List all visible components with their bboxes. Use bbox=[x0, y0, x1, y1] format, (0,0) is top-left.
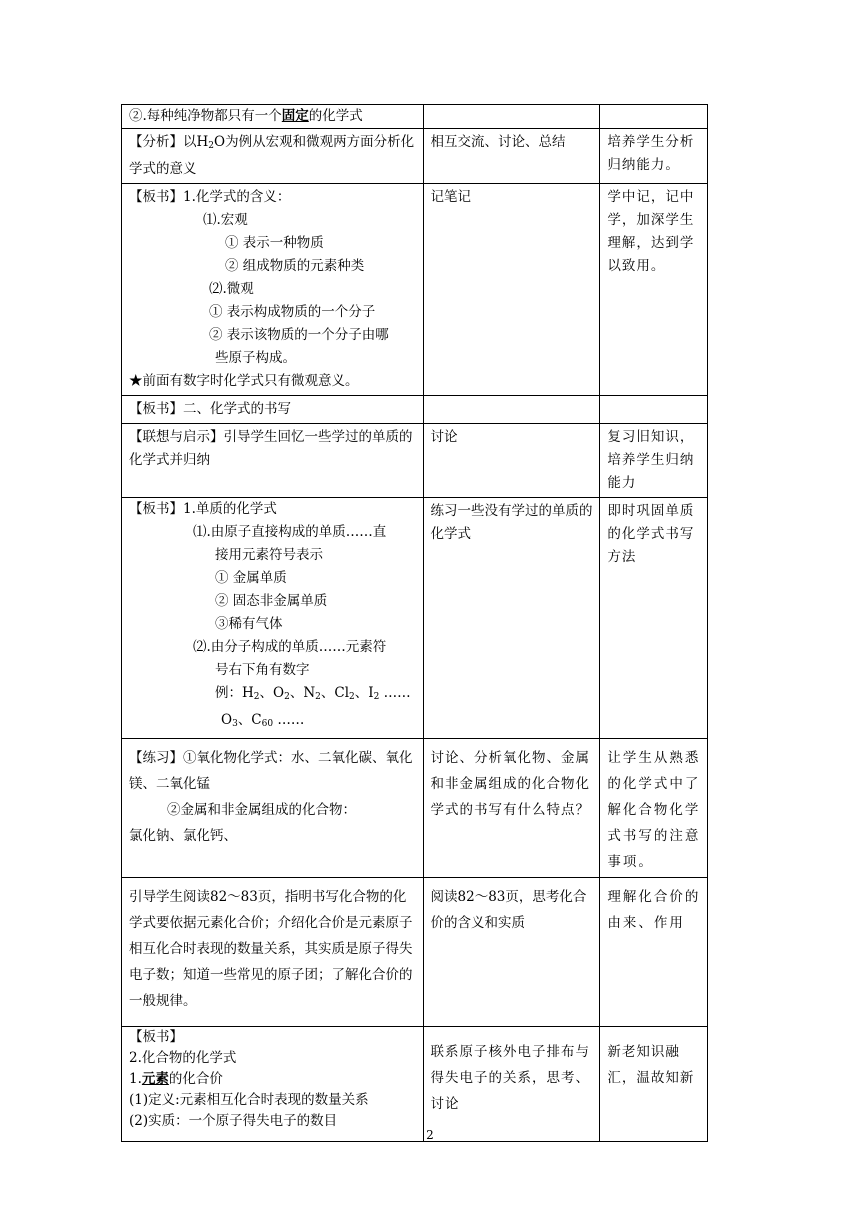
subscript: 3 bbox=[232, 719, 238, 729]
teacher-activity-cell bbox=[122, 184, 424, 396]
practice-line: 【练习】①氧化物化学式：水、二氧化碳、氧化镁、二氧化锰 bbox=[129, 750, 413, 792]
table-row bbox=[122, 498, 708, 739]
teacher-activity-cell bbox=[122, 498, 424, 739]
cell-text: ②.每种纯净物都只有一个 bbox=[129, 108, 282, 124]
board-line: ⑴.宏观 bbox=[203, 212, 248, 228]
table-row bbox=[122, 129, 708, 184]
board-line: ① 表示一种物质 bbox=[225, 235, 324, 251]
design-intent-cell: 即时巩固单质的化学式书写方法 bbox=[600, 498, 708, 739]
example-formulas bbox=[129, 682, 417, 709]
board-title: 【板书】 bbox=[129, 1029, 183, 1045]
board-line: ③稀有气体 bbox=[215, 616, 283, 632]
board-note: ★前面有数字时化学式只有微观意义。 bbox=[129, 373, 359, 389]
formula-text: …… bbox=[379, 685, 411, 701]
board-title: 【板书】1.化学式的含义： bbox=[129, 189, 291, 205]
page-number: 2 bbox=[426, 1128, 434, 1142]
board-line: (2)实质：一个原子得失电子的数目 bbox=[129, 1113, 338, 1129]
design-intent-cell bbox=[600, 105, 708, 129]
teacher-activity-cell: 【板书】二、化学式的书写 bbox=[122, 396, 424, 424]
design-intent-cell: 学中记，记中学，加深学生理解，达到学以致用。 bbox=[600, 184, 708, 396]
cell-text: 1. bbox=[129, 1071, 142, 1087]
subscript: 2 bbox=[315, 692, 321, 702]
table-row bbox=[122, 184, 708, 396]
board-line: ② 固态非金属单质 bbox=[215, 593, 328, 609]
subscript: 2 bbox=[373, 692, 380, 702]
teacher-activity-cell: 引导学生阅读82～83页，指明书写化合物的化学式要依据元素化合价；介绍化合价是元素原子相互化合时表现的数量关系，其实质是原子得失电子数；知道一些常见的原子团；了解化合价的一般规律。 bbox=[122, 878, 424, 1027]
student-activity-cell: 相互交流、讨论、总结 bbox=[423, 129, 600, 184]
board-line: ② 表示该物质的一个分子由哪 bbox=[209, 327, 389, 343]
student-activity-cell bbox=[423, 105, 600, 129]
emphasis-text: 元素 bbox=[141, 1071, 169, 1087]
formula-text: 例：H bbox=[215, 685, 254, 701]
lesson-plan-table bbox=[121, 104, 708, 1142]
table-row bbox=[122, 878, 708, 1027]
formula-text: …… bbox=[273, 712, 305, 728]
practice-line: 氯化钠、氯化钙、 bbox=[129, 828, 237, 844]
board-line: 接用元素符号表示 bbox=[215, 547, 323, 563]
teacher-activity-cell bbox=[122, 1027, 424, 1142]
cell-text: 【分析】以H bbox=[129, 134, 209, 150]
board-line: ① 金属单质 bbox=[215, 570, 287, 586]
design-intent-cell: 新老知识融汇，温故知新 bbox=[600, 1027, 708, 1142]
board-line: ⑵.微观 bbox=[209, 281, 254, 297]
subscript: 2 bbox=[349, 692, 355, 702]
table-row bbox=[122, 105, 708, 129]
design-intent-cell: 理解化合价的由来、作用 bbox=[600, 878, 708, 1027]
cell-text: 的化学式 bbox=[308, 108, 363, 124]
example-formulas bbox=[129, 709, 417, 736]
formula-text: 、N bbox=[289, 685, 316, 701]
subscript: 2 bbox=[284, 692, 290, 702]
board-line: 2.化合物的化学式 bbox=[129, 1050, 237, 1066]
board-line: 号右下角有数字 bbox=[215, 662, 310, 678]
subscript: 2 bbox=[208, 141, 215, 151]
student-activity-cell: 联系原子核外电子排布与得失电子的关系，思考、讨论 bbox=[423, 1027, 600, 1142]
board-title: 【板书】1.单质的化学式 bbox=[129, 501, 277, 517]
design-intent-cell: 让学生从熟悉的化学式中了解化合物化学式书写的注意事项。 bbox=[600, 739, 708, 878]
cell-text: 的化合价 bbox=[168, 1071, 223, 1087]
formula-text: 、Cl bbox=[320, 685, 350, 701]
cell-text: O为例从宏观和微观两方面分析化学式的意义 bbox=[129, 134, 415, 177]
board-line: 些原子构成。 bbox=[215, 350, 296, 366]
formula-text: 、O bbox=[259, 685, 285, 701]
design-intent-cell bbox=[600, 396, 708, 424]
formula-text: 、I bbox=[354, 685, 374, 701]
student-activity-cell: 讨论 bbox=[423, 424, 600, 498]
teacher-activity-cell bbox=[122, 739, 424, 878]
subscript: 2 bbox=[253, 692, 260, 702]
student-activity-cell: 阅读82～83页，思考化合价的含义和实质 bbox=[423, 878, 600, 1027]
student-activity-cell: 练习一些没有学过的单质的化学式 bbox=[423, 498, 600, 739]
design-intent-cell: 培养学生分析归纳能力。 bbox=[600, 129, 708, 184]
design-intent-cell: 复习旧知识，培养学生归纳能力 bbox=[600, 424, 708, 498]
practice-line: ②金属和非金属组成的化合物： bbox=[167, 802, 356, 818]
table-row bbox=[122, 396, 708, 424]
board-line bbox=[129, 1069, 417, 1090]
student-activity-cell: 讨论、分析氧化物、金属和非金属组成的化合物化学式的书写有什么特点？ bbox=[423, 739, 600, 878]
subscript: 60 bbox=[261, 719, 274, 729]
emphasis-text: 固定 bbox=[281, 108, 309, 124]
teacher-activity-cell bbox=[122, 105, 424, 129]
table-row bbox=[122, 739, 708, 878]
board-line: (1)定义:元素相互化合时表现的数量关系 bbox=[129, 1092, 369, 1108]
table-row bbox=[122, 1027, 708, 1142]
teacher-activity-cell: 【联想与启示】引导学生回忆一些学过的单质的化学式并归纳 bbox=[122, 424, 424, 498]
board-line: ② 组成物质的元素种类 bbox=[225, 258, 365, 274]
teacher-activity-cell bbox=[122, 129, 424, 184]
formula-text: 、C bbox=[237, 712, 262, 728]
student-activity-cell bbox=[423, 396, 600, 424]
board-line: ⑴.由原子直接构成的单质……直 bbox=[193, 524, 387, 540]
board-line: ① 表示构成物质的一个分子 bbox=[209, 304, 376, 320]
formula-text: O bbox=[221, 712, 233, 728]
student-activity-cell: 记笔记 bbox=[423, 184, 600, 396]
table-row bbox=[122, 424, 708, 498]
board-line: ⑵.由分子构成的单质……元素符 bbox=[193, 639, 387, 655]
